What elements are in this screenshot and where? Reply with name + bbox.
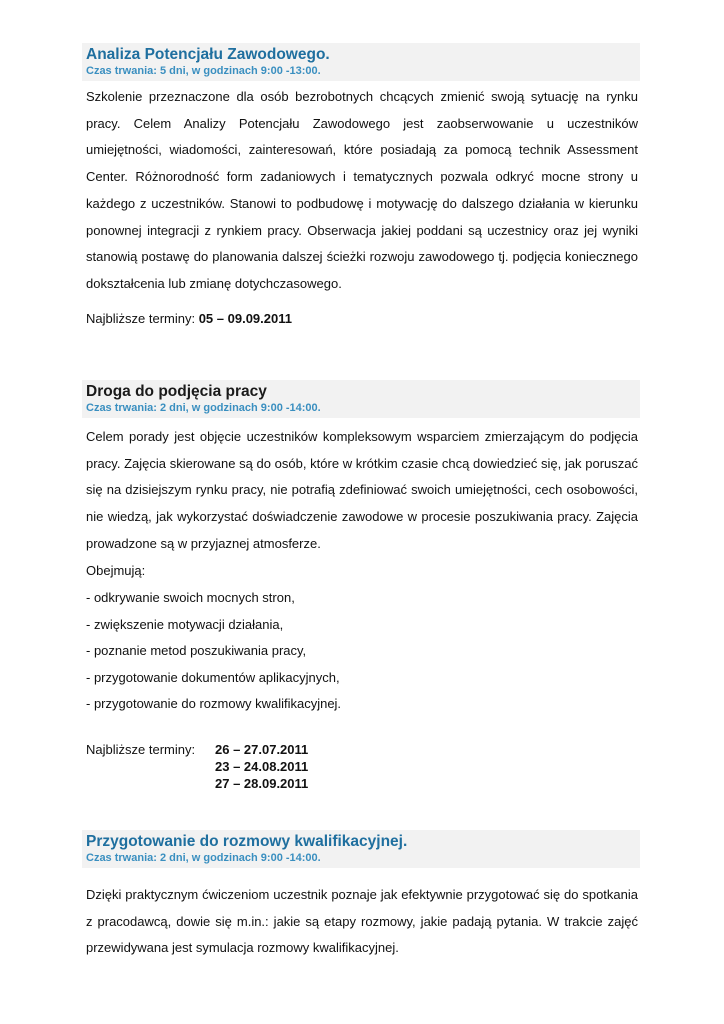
section-header-droga [82,380,640,418]
section-body: Szkolenie przeznaczone dla osób bezrobotnych chcących zmienić swoją sytuację na rynku pracy. Celem Analizy Potencjału Zawodowego jest zaobserwowanie u uczestników umiejętności, wiadomości, zainteresowań, które posiadają za pomocą technik Assessment Center. Różnorodność form zadaniowych i tematycznych pozwala odkryć mocne strony u każdego z uczestników. Stanowi to podbudowę i motywację do dalszego działania w kierunku ponownej integracji z rynkiem pracy. Obserwacja jakiej poddani są uczestnicy oraz jej wyniki stanowią postawę do planowania dalszej ścieżki rozwoju zawodowego tj. podjęcia koniecznego dokształcenia lub zmianę dotychczasowego. [86,89,638,291]
dates-label: Najbliższe terminy: [86,311,199,326]
section-body: Celem porady jest objęcie uczestników kompleksowym wsparciem zmierzającym do podjęcia pracy. Zajęcia skierowane są do osób, które w krótkim czasie chcą dowiedzieć się, jak poruszać się na dzisiejszym rynku pracy, nie potrafią zdefiniować swoich umiejętności, cech osobowości, nie wiedzą, jak wykorzystać doświadczenie zawodowe w procesie poszukiwania pracy. Zajęcia prowadzone są w przyjaznej atmosferze. [86,429,638,551]
date-item: 26 – 27.07.2011 [215,742,309,757]
date-item: 27 – 28.09.2011 [215,776,309,791]
section-duration: Czas trwania: 5 dni, w godzinach 9:00 -13:00. [86,65,321,77]
list-item: - odkrywanie swoich mocnych stron, [86,590,295,605]
section-duration: Czas trwania: 2 dni, w godzinach 9:00 -14:00. [86,402,321,414]
list-item: - przygotowanie dokumentów aplikacyjnych, [86,670,340,685]
section-duration: Czas trwania: 2 dni, w godzinach 9:00 -14:00. [86,852,321,864]
dates-value: 05 – 09.09.2011 [198,311,292,326]
section-title: Przygotowanie do rozmowy kwalifikacyjnej. [86,833,408,850]
section-header-analiza [82,43,640,81]
list-item: - przygotowanie do rozmowy kwalifikacyjnej. [86,696,342,711]
date-item: 23 – 24.08.2011 [215,759,309,774]
upcoming-dates [86,311,292,327]
section-title: Droga do podjęcia pracy [86,383,267,400]
list-item: - poznanie metod poszukiwania pracy, [86,643,307,658]
section-title: Analiza Potencjału Zawodowego. [86,46,330,63]
list-item: - zwiększenie motywacji działania, [86,617,284,632]
dates-list [215,741,308,792]
dates-label: Najbliższe terminy: [86,742,196,757]
section-body: Dzięki praktycznym ćwiczeniom uczestnik poznaje jak efektywnie przygotować się do spotkania z pracodawcą, dowie się m.in.: jakie są etapy rozmowy, jakie padają pytania. W trakcie zajęć przewidywana jest symulacja rozmowy kwalifikacyjnej. [86,887,638,956]
section-header-przygotowanie [82,830,640,868]
list-intro: Obejmują: [86,563,146,578]
